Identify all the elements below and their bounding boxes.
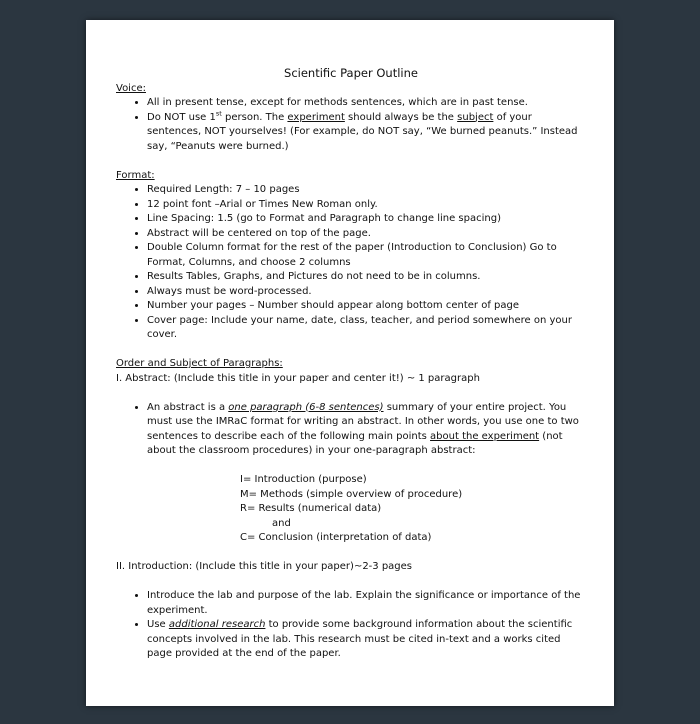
imrac-conclusion: C= Conclusion (interpretation of data) [240,532,432,543]
imrac-methods: M= Methods (simple overview of procedure) [240,488,463,500]
underlined-text: experiment [287,111,345,123]
introduction-list [116,589,586,662]
emphasized-text: one paragraph (6-8 sentences) [228,401,384,413]
imrac-results: R= Results (numerical data) [240,503,382,514]
format-item: • Results Tables, Graphs, and Pictures do not need to be in columns. [147,270,586,285]
voice-item-person [147,111,586,155]
introduction-item-research [147,618,586,662]
text: should always be the [344,111,458,123]
introduction-title: II. Introduction: (Include this title in your paper)~2-3 pages [116,561,413,572]
abstract-item [147,401,586,459]
voice-list [116,96,586,154]
format-item: • Double Column format for the rest of the paper (Introduction to Conclusion) Go to Format, Columns, and choose 2 columns [147,241,586,270]
abstract-title: I. Abstract: (Include this title in your paper and center it!) ~ 1 paragraph [116,372,480,384]
text: person. The [221,111,288,123]
format-item: • Line Spacing: 1.5 (go to Format and Paragraph to change line spacing) [147,212,586,227]
format-item: • Always must be word-processed. [147,285,586,300]
format-item: • Number your pages – Number should appear along bottom center of page [147,299,586,314]
format-heading: Format: [116,169,155,181]
text: summary of your entire project. You must use the IMRaC format for writing an abstract. In other words, you use one to two sentences to describe each of the following main points [147,401,579,442]
superscript: st [215,109,222,118]
imrac-introduction: I= Introduction (purpose) [240,474,367,485]
text: Do NOT use 1 [147,111,216,123]
imrac-list [240,473,586,546]
document-page [86,20,614,706]
text: (not about the classroom procedures) in your one-paragraph abstract: [147,430,563,456]
emphasized-text: additional research [168,619,266,630]
document-content [116,66,586,662]
text: Use [147,619,169,630]
abstract-list [116,401,586,459]
text: to provide some background information about the scientific concepts involved in the lab. This research must be cited in-text and a works cited page provided at the end of the paper. [147,619,573,659]
underlined-text: about the experiment [430,430,540,442]
page-title: Scientific Paper Outline [284,66,418,80]
order-heading: Order and Subject of Paragraphs: [116,358,283,369]
voice-item-tense: • All in present tense, except for methods sentences, which are in past tense. [147,96,586,111]
text: of your sentences, NOT yourselves! (For example, do NOT say, “We burned peanuts.” Instead say, “Peanuts were burned.) [147,111,578,152]
format-item: • Cover page: Include your name, date, class, teacher, and period somewhere on your cover. [147,314,586,343]
format-list [116,183,586,343]
imrac-and: and [272,517,291,529]
voice-heading: Voice: [116,82,146,94]
format-item: • Abstract will be centered on top of the page. [147,227,586,242]
introduction-item-purpose: • Introduce the lab and purpose of the lab. Explain the significance or importance of the experiment. [147,589,586,618]
text: An abstract is a [147,401,229,413]
underlined-text: subject [457,111,494,123]
format-item: • 12 point font –Arial or Times New Roman only. [147,198,586,213]
format-item: • Required Length: 7 – 10 pages [147,183,586,198]
